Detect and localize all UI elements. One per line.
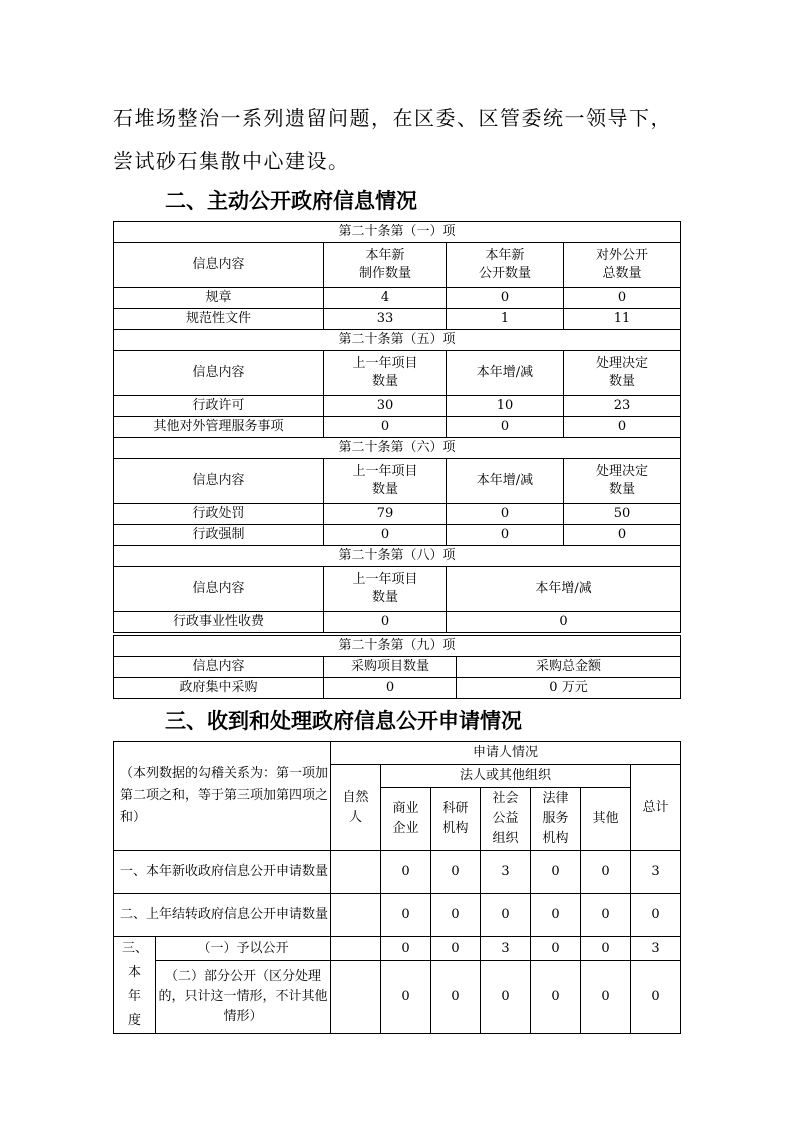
cell-value: 3	[631, 937, 681, 961]
block-title: 第二十条第（六）项	[114, 438, 681, 459]
cell-value: 4	[324, 288, 447, 309]
cell-value: 0	[431, 937, 481, 961]
header-cell: 信息内容	[114, 459, 324, 504]
cell-value: 50	[564, 504, 681, 525]
row-label: 规范性文件	[114, 309, 324, 330]
row-label: 政府集中采购	[114, 678, 324, 699]
cell-value: 0	[531, 851, 581, 894]
cell-value: 0	[564, 417, 681, 438]
header-other: 其他	[581, 788, 631, 851]
cell-value: 0	[631, 894, 681, 937]
block-title: 第二十条第（八）项	[114, 546, 681, 567]
header-cell: 采购总金额	[457, 657, 681, 678]
header-research: 科研 机构	[431, 788, 481, 851]
header-cell: 信息内容	[114, 657, 324, 678]
cell-value: 0	[581, 894, 631, 937]
total-header: 总计	[631, 765, 681, 851]
row-label: （一）予以公开	[156, 937, 331, 961]
header-commercial: 商业 企业	[381, 788, 431, 851]
table-row	[114, 309, 681, 330]
cell-value: 0	[324, 525, 447, 546]
header-cell: 信息内容	[114, 351, 324, 396]
header-cell: 信息内容	[114, 243, 324, 288]
header-cell: 信息内容	[114, 567, 324, 612]
row-label: 行政强制	[114, 525, 324, 546]
table-row	[114, 894, 681, 937]
cell-value: 0	[631, 961, 681, 1034]
header-cell: 上一年项目 数量	[324, 351, 447, 396]
row-label: 一、本年新收政府信息公开申请数量	[114, 851, 331, 894]
cell-value: 0	[531, 937, 581, 961]
row-label: 二、上年结转政府信息公开申请数量	[114, 894, 331, 937]
cell-value: 0	[581, 961, 631, 1034]
header-cell: 本年增/减	[447, 459, 564, 504]
table-row	[114, 417, 681, 438]
cell-value	[331, 894, 381, 937]
cell-value: 10	[447, 396, 564, 417]
procurement-table	[113, 635, 681, 699]
cell-value: 0	[381, 894, 431, 937]
table-row	[114, 525, 681, 546]
cell-value: 11	[564, 309, 681, 330]
table-row	[114, 937, 681, 961]
block-title: 第二十条第（九）项	[114, 636, 681, 657]
intro-line-2: 尝试砂石集散中心建设。	[113, 149, 350, 173]
intro-line-1: 石堆场整治一系列遗留问题，在区委、区管委统一领导下，	[113, 106, 672, 130]
cell-value: 0	[447, 417, 564, 438]
row-label: 行政事业性收费	[114, 612, 324, 633]
reconciliation-note: （本列数据的勾稽关系为：第一项加第二项之和，等于第三项加第四项之和）	[114, 742, 331, 851]
cell-value: 0	[324, 417, 447, 438]
row-label: 行政处罚	[114, 504, 324, 525]
cell-value: 0	[431, 894, 481, 937]
cell-value: 0	[431, 851, 481, 894]
cell-value: 0	[481, 961, 531, 1034]
cell-value: 0	[447, 612, 681, 633]
cell-value: 3	[481, 851, 531, 894]
header-cell: 本年增/减	[447, 351, 564, 396]
applicant-header: 申请人情况	[331, 742, 681, 765]
header-public-welfare: 社会 公益 组织	[481, 788, 531, 851]
cell-value: 30	[324, 396, 447, 417]
table-row	[114, 678, 681, 699]
cell-value: 0	[531, 894, 581, 937]
row-label: 行政许可	[114, 396, 324, 417]
cell-value: 0	[381, 961, 431, 1034]
cell-value: 3	[631, 851, 681, 894]
cell-value: 0	[447, 288, 564, 309]
header-legal-service: 法律 服务 机构	[531, 788, 581, 851]
table-row	[114, 612, 681, 633]
table-row	[114, 504, 681, 525]
cell-value: 3	[481, 937, 531, 961]
cell-value: 0	[324, 678, 457, 699]
cell-value: 0	[481, 894, 531, 937]
cell-value: 0	[581, 851, 631, 894]
header-cell: 采购项目数量	[324, 657, 457, 678]
header-cell: 处理决定 数量	[564, 351, 681, 396]
section-2-heading: 二、主动公开政府信息情况	[165, 189, 417, 213]
header-cell: 对外公开 总数量	[564, 243, 681, 288]
cell-value: 0 万元	[457, 678, 681, 699]
cell-value: 0	[381, 937, 431, 961]
cell-value: 33	[324, 309, 447, 330]
cell-value	[331, 961, 381, 1034]
header-cell: 上一年项目 数量	[324, 459, 447, 504]
header-cell: 本年增/减	[447, 567, 681, 612]
legal-entity-header: 法人或其他组织	[381, 765, 631, 788]
cell-value: 0	[447, 504, 564, 525]
cell-value: 23	[564, 396, 681, 417]
header-cell: 上一年项目 数量	[324, 567, 447, 612]
natural-person-header: 自然 人	[331, 765, 381, 851]
row-group-label: 三、本年度	[114, 937, 156, 1034]
table-row	[114, 396, 681, 417]
table-row	[114, 288, 681, 309]
section-3-heading: 三、收到和处理政府信息公开申请情况	[165, 709, 522, 733]
block-title: 第二十条第（五）项	[114, 330, 681, 351]
cell-value: 0	[381, 851, 431, 894]
application-table	[113, 741, 681, 1034]
active-disclosure-table	[113, 221, 681, 633]
cell-value: 79	[324, 504, 447, 525]
cell-value: 0	[447, 525, 564, 546]
cell-value: 0	[581, 937, 631, 961]
table-row	[114, 961, 681, 1034]
row-label: 规章	[114, 288, 324, 309]
cell-value: 0	[564, 288, 681, 309]
header-cell: 处理决定 数量	[564, 459, 681, 504]
header-cell: 本年新 公开数量	[447, 243, 564, 288]
cell-value: 0	[324, 612, 447, 633]
cell-value	[331, 851, 381, 894]
block-title: 第二十条第（一）项	[114, 222, 681, 243]
cell-value: 0	[431, 961, 481, 1034]
cell-value: 0	[564, 525, 681, 546]
cell-value: 0	[531, 961, 581, 1034]
row-label: （二）部分公开（区分处理的，只计这一情形，不计其他情形）	[156, 961, 331, 1034]
cell-value: 1	[447, 309, 564, 330]
row-label: 其他对外管理服务事项	[114, 417, 324, 438]
table-row	[114, 851, 681, 894]
cell-value	[331, 937, 381, 961]
header-cell: 本年新 制作数量	[324, 243, 447, 288]
